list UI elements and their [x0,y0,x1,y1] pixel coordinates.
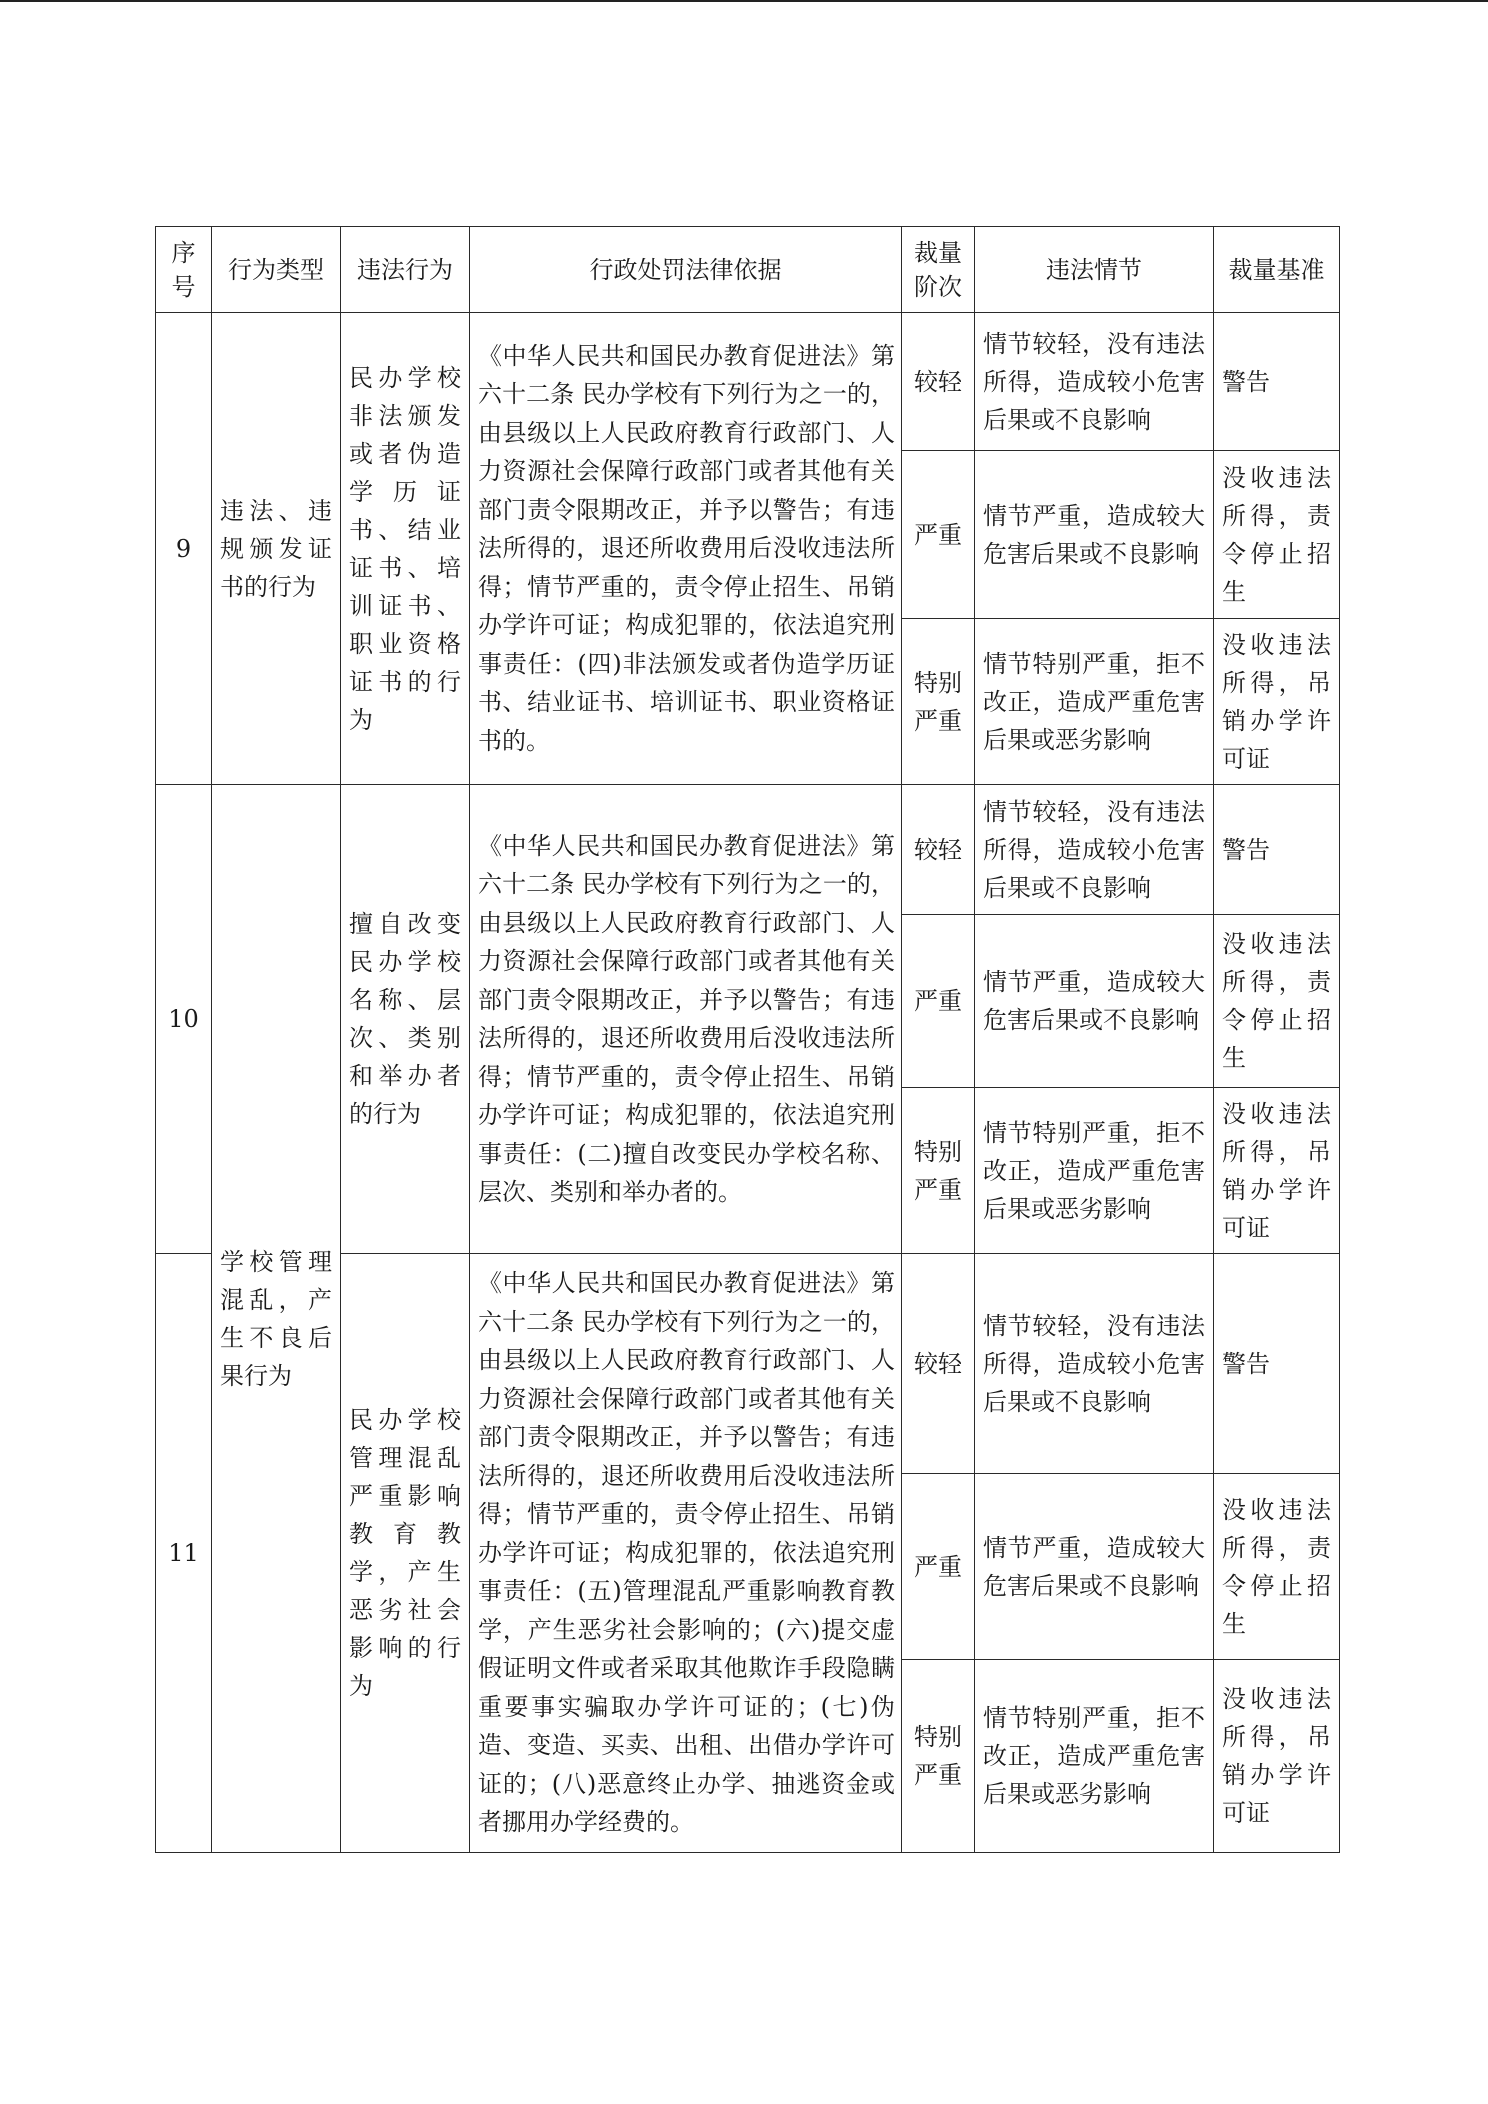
discretion-level: 特别严重 [902,619,975,785]
table-row [156,785,1340,915]
header-level: 裁量阶次 [902,227,975,313]
discretion-standard: 没收违法所得，吊销办学许可证 [1214,1660,1340,1853]
discretion-level: 特别严重 [902,1660,975,1853]
row-number: 10 [156,785,212,1254]
violation-circumstance: 情节特别严重，拒不改正，造成严重危害后果或恶劣影响 [975,1088,1214,1254]
violation-circumstance: 情节较轻，没有违法所得，造成较小危害后果或不良影响 [975,1254,1214,1474]
violation-act: 民办学校管理混乱严重影响教育教学，产生恶劣社会影响的行为 [341,1254,470,1853]
violation-act: 民办学校非法颁发或者伪造学历证书、结业证书、培训证书、职业资格证书的行为 [341,313,470,785]
violation-circumstance: 情节特别严重，拒不改正，造成严重危害后果或恶劣影响 [975,1660,1214,1853]
row-number: 9 [156,313,212,785]
page-top-border [0,0,1488,2]
violation-act: 擅自改变民办学校名称、层次、类别和举办者的行为 [341,785,470,1254]
discretion-level: 较轻 [902,785,975,915]
header-act: 违法行为 [341,227,470,313]
discretion-standard: 没收违法所得，责令停止招生 [1214,1474,1340,1660]
discretion-standard: 没收违法所得，吊销办学许可证 [1214,1088,1340,1254]
table-row [156,313,1340,451]
legal-basis: 《中华人民共和国民办教育促进法》第六十二条 民办学校有下列行为之一的，由县级以上人民政府教育行政部门、人力资源社会保障行政部门或者其他有关部门责令限期改正，并予以警告；有违法所得的，退还所收费用后没收违法所得；情节严重的，责令停止招生、吊销办学许可证；构成犯罪的，依法追究刑事责任：(二)擅自改变民办学校名称、层次、类别和举办者的。 [470,785,902,1254]
discretion-level: 严重 [902,451,975,619]
header-law: 行政处罚法律依据 [470,227,902,313]
header-row [156,227,1340,313]
discretion-standard: 警告 [1214,785,1340,915]
discretion-standard: 警告 [1214,1254,1340,1474]
discretion-standard: 没收违法所得，吊销办学许可证 [1214,619,1340,785]
discretion-standard: 没收违法所得，责令停止招生 [1214,451,1340,619]
discretion-level: 特别严重 [902,1088,975,1254]
header-circumstance: 违法情节 [975,227,1214,313]
violation-circumstance: 情节严重，造成较大危害后果或不良影响 [975,915,1214,1088]
behavior-type: 学校管理混乱，产生不良后果行为 [212,785,341,1853]
header-no: 序号 [156,227,212,313]
discretion-level: 较轻 [902,1254,975,1474]
discretion-level: 较轻 [902,313,975,451]
penalty-discretion-table [155,226,1340,1853]
discretion-level: 严重 [902,915,975,1088]
legal-basis: 《中华人民共和国民办教育促进法》第六十二条 民办学校有下列行为之一的，由县级以上人民政府教育行政部门、人力资源社会保障行政部门或者其他有关部门责令限期改正，并予以警告；有违法所得的，退还所收费用后没收违法所得；情节严重的，责令停止招生、吊销办学许可证；构成犯罪的，依法追究刑事责任：(四)非法颁发或者伪造学历证书、结业证书、培训证书、职业资格证书的。 [470,313,902,785]
violation-circumstance: 情节严重，造成较大危害后果或不良影响 [975,1474,1214,1660]
violation-circumstance: 情节较轻，没有违法所得，造成较小危害后果或不良影响 [975,785,1214,915]
behavior-type: 违法、违规颁发证书的行为 [212,313,341,785]
header-type: 行为类型 [212,227,341,313]
discretion-level: 严重 [902,1474,975,1660]
row-number: 11 [156,1254,212,1853]
header-standard: 裁量基准 [1214,227,1340,313]
discretion-standard: 没收违法所得，责令停止招生 [1214,915,1340,1088]
violation-circumstance: 情节较轻，没有违法所得，造成较小危害后果或不良影响 [975,313,1214,451]
discretion-standard: 警告 [1214,313,1340,451]
violation-circumstance: 情节特别严重，拒不改正，造成严重危害后果或恶劣影响 [975,619,1214,785]
violation-circumstance: 情节严重，造成较大危害后果或不良影响 [975,451,1214,619]
legal-basis: 《中华人民共和国民办教育促进法》第六十二条 民办学校有下列行为之一的，由县级以上人民政府教育行政部门、人力资源社会保障行政部门或者其他有关部门责令限期改正，并予以警告；有违法所得的，退还所收费用后没收违法所得；情节严重的，责令停止招生、吊销办学许可证；构成犯罪的，依法追究刑事责任：(五)管理混乱严重影响教育教学，产生恶劣社会影响的；(六)提交虚假证明文件或者采取其他欺诈手段隐瞒重要事实骗取办学许可证的；(七)伪造、变造、买卖、出租、出借办学许可证的；(八)恶意终止办学、抽逃资金或者挪用办学经费的。 [470,1254,902,1853]
